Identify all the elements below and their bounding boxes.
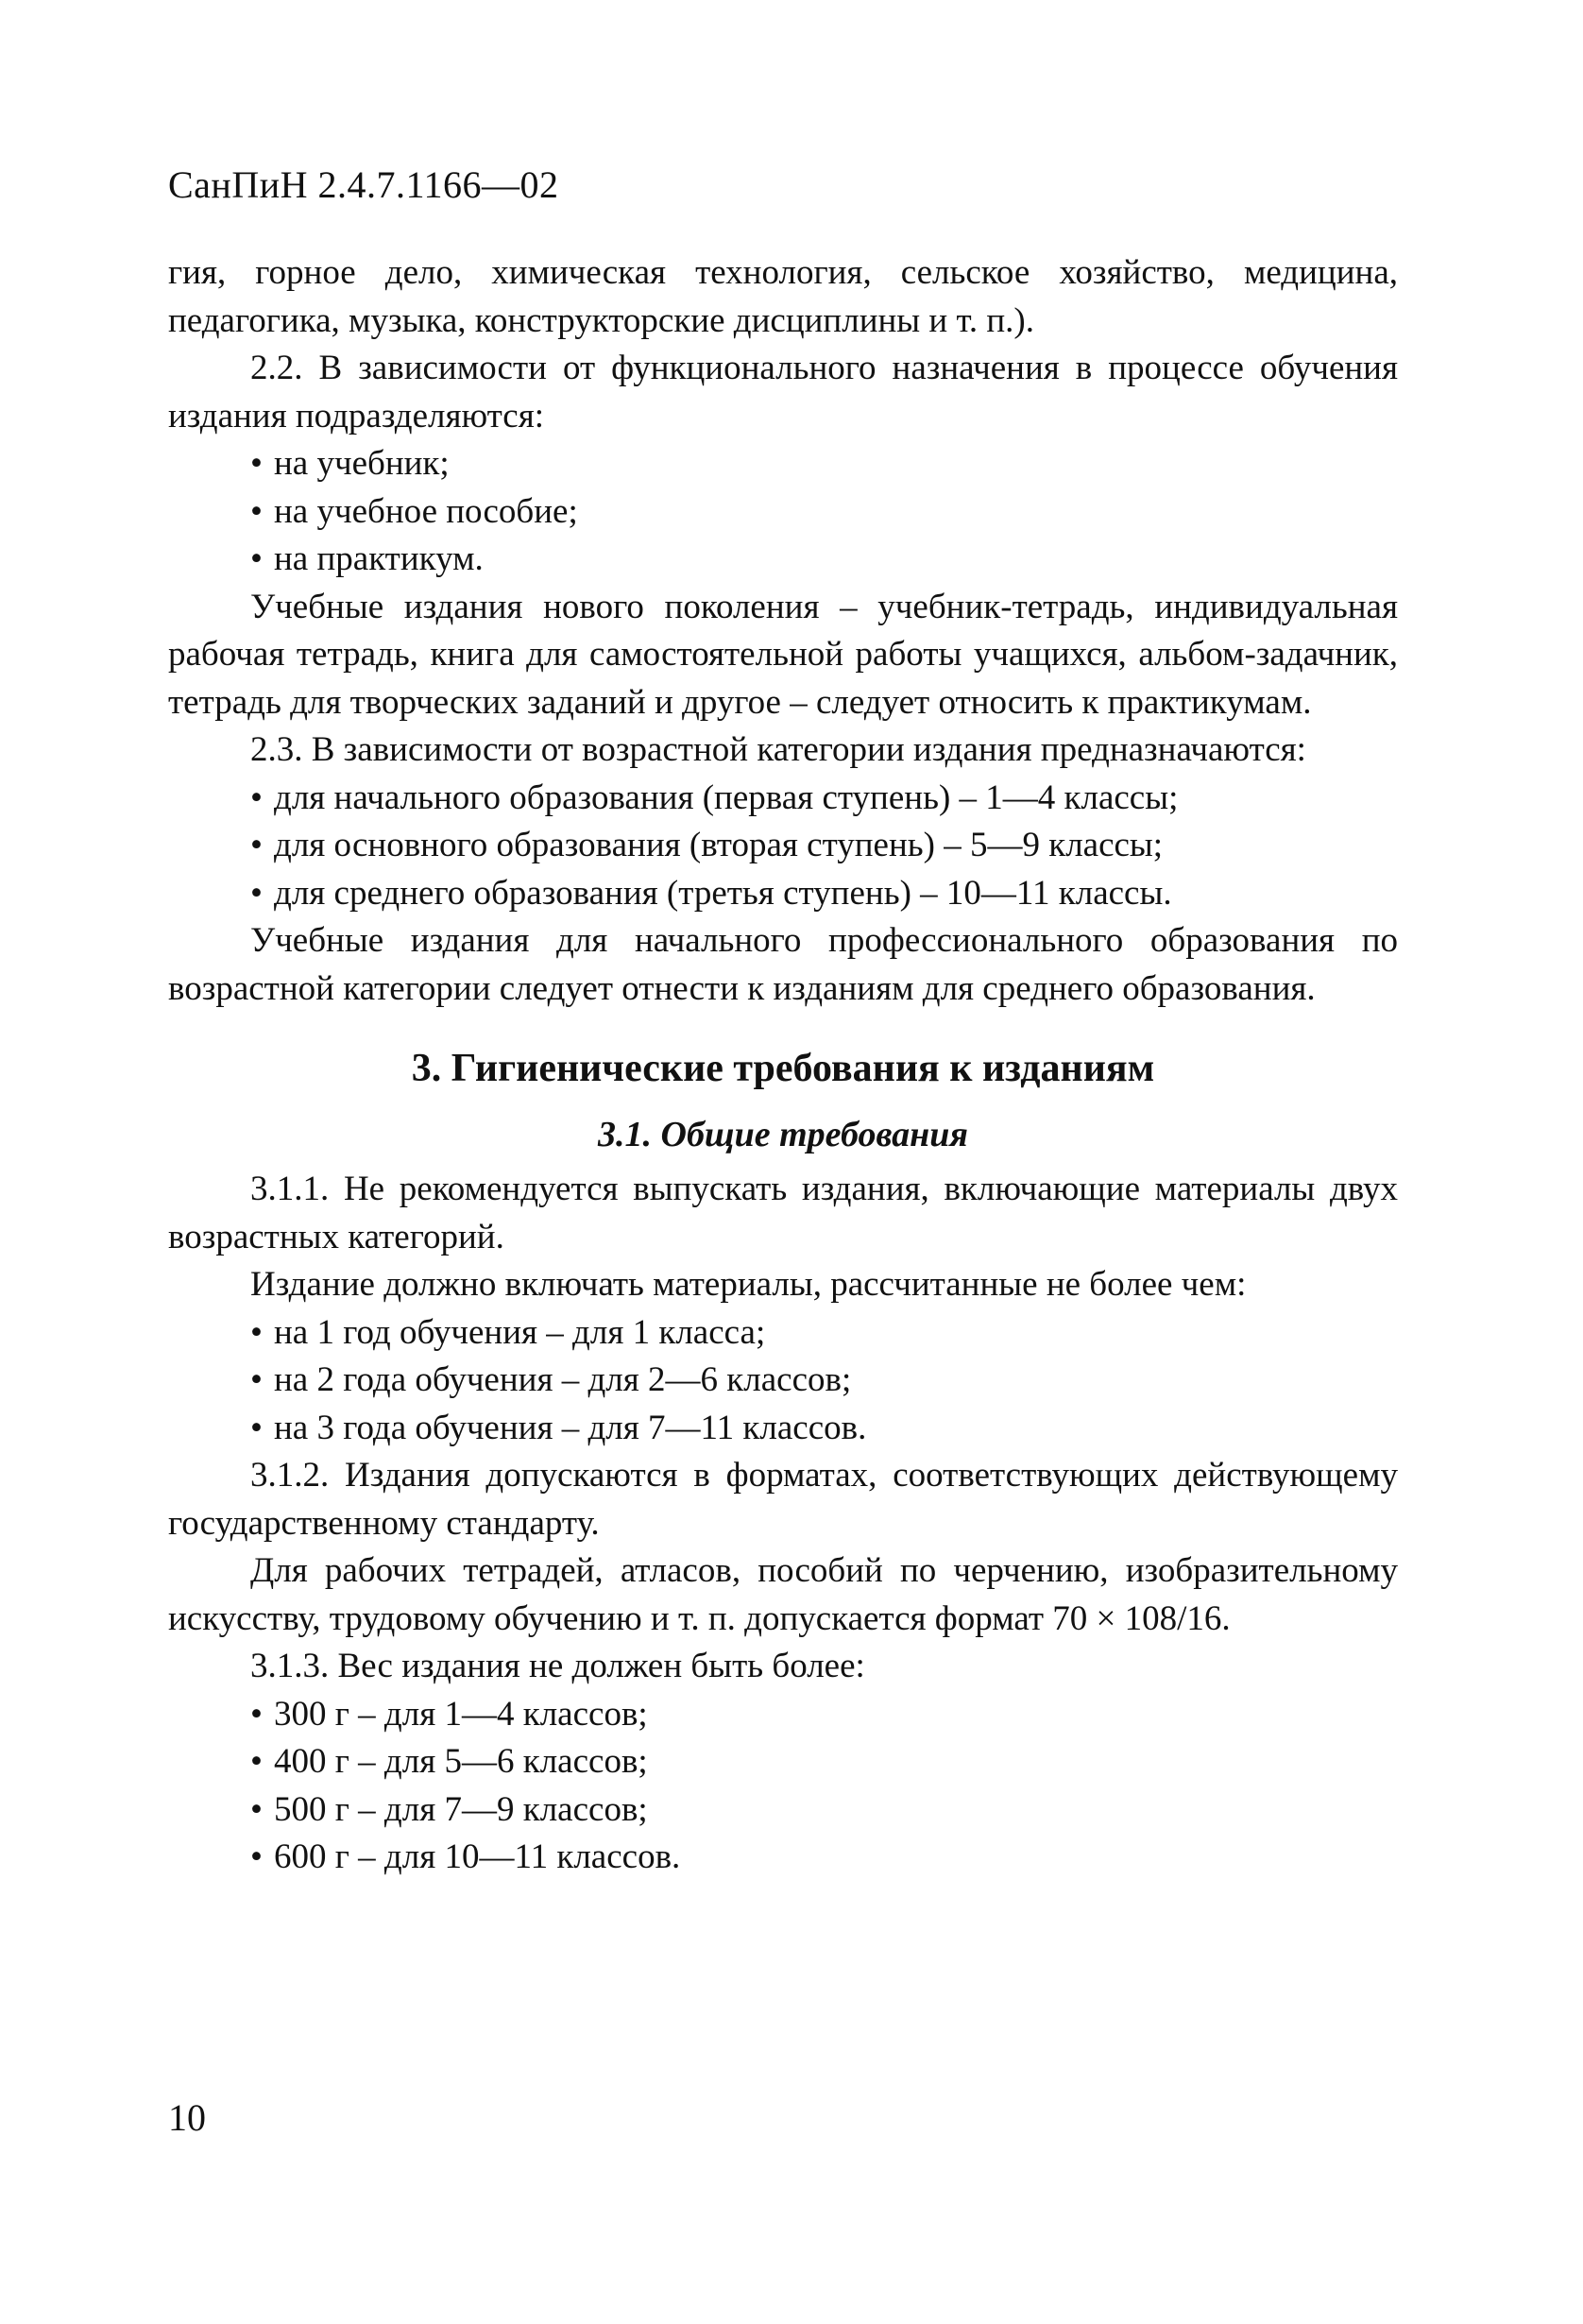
list-item [168,1309,1398,1358]
paragraph-3-1-1: 3.1.1. Не рекомендуется выпускать издания, включающие материалы двух возрастных категорий. [168,1170,1398,1256]
section-3-heading: 3. Гигиенические требования к изданиям [411,1047,1155,1090]
bullet-icon: • [250,1360,263,1399]
list-item [168,440,1398,488]
list-item [168,536,1398,584]
list-item [168,1357,1398,1405]
paragraph-2-3-note: Учебные издания для начального профессионального образования по возрастной категории следует отнести к изданиям для среднего образования. [168,921,1398,1008]
bullet-icon: • [250,1312,263,1352]
bullet-icon: • [250,1742,263,1781]
list-item-text: 300 г – для 1—4 классов; [274,1694,648,1734]
list-item-text: для начального образования (первая ступень) – 1—4 классы; [274,778,1179,817]
paragraph-3-1-1-b: Издание должно включать материалы, рассчитанные не более чем: [250,1265,1247,1304]
list-item-text: на 1 год обучения – для 1 класса; [274,1312,766,1352]
bullet-icon: • [250,1408,263,1447]
list-item-text: на учебное пособие; [274,491,578,531]
subsection-3-1-heading: 3.1. Общие требования [598,1115,968,1154]
paragraph-2-3: 2.3. В зависимости от возрастной категории издания предназначаются: [250,730,1306,769]
list-item [168,1786,1398,1835]
list-item [168,1834,1398,1882]
bullet-icon: • [250,444,263,483]
running-header: СанПиН 2.4.7.1166—02 [168,163,559,206]
list-item-text: на учебник; [274,444,450,483]
list-item-text: на 3 года обучения – для 7—11 классов. [274,1408,867,1447]
list-item-text: 400 г – для 5—6 классов; [274,1742,648,1781]
list-item [168,1691,1398,1739]
list-item [168,870,1398,918]
list-item [168,1738,1398,1786]
paragraph-2-2-note: Учебные издания нового поколения – учебник-тетрадь, индивидуальная рабочая тетрадь, книга для самостоятельной работы учащихся, альбом-задачник, тетрадь для творческих заданий и другое – следует относить к практикумам. [168,587,1398,722]
bullet-icon: • [250,539,263,578]
page-number: 10 [168,2096,206,2139]
list-item-text: 600 г – для 10—11 классов. [274,1837,681,1876]
paragraph-2-2: 2.2. В зависимости от функционального назначения в процессе обучения издания подразделяются: [168,349,1398,436]
page-body [168,249,1398,1882]
paragraph-3-1-2-b: Для рабочих тетрадей, атласов, пособий по черчению, изобразительному искусству, трудовому обучению и т. п. допускается формат 70 × 108/16. [168,1551,1398,1638]
paragraph-3-1-2: 3.1.2. Издания допускаются в форматах, соответствующих действующему государственному стандарту. [168,1456,1398,1543]
paragraph-3-1-3: 3.1.3. Вес издания не должен быть более: [250,1647,865,1685]
list-item-text: на практикум. [274,539,484,578]
list-item-text: для основного образования (вторая ступень) – 5—9 классы; [274,826,1164,864]
list-item [168,488,1398,537]
bullet-icon: • [250,491,263,531]
bullet-icon: • [250,1837,263,1876]
bullet-icon: • [250,826,263,864]
list-item-text: для среднего образования (третья ступень) – 10—11 классы. [274,873,1172,913]
continued-paragraph: гия, горное дело, химическая технология, сельское хозяйство, медицина, педагогика, музыка, конструкторские дисциплины и т. п.). [168,253,1398,340]
list-item [168,775,1398,823]
list-item [168,1405,1398,1453]
bullet-icon: • [250,1789,263,1829]
list-item-text: 500 г – для 7—9 классов; [274,1789,648,1829]
bullet-icon: • [250,873,263,913]
list-item-text: на 2 года обучения – для 2—6 классов; [274,1360,852,1399]
bullet-icon: • [250,778,263,817]
bullet-icon: • [250,1694,263,1734]
list-item [168,822,1398,870]
